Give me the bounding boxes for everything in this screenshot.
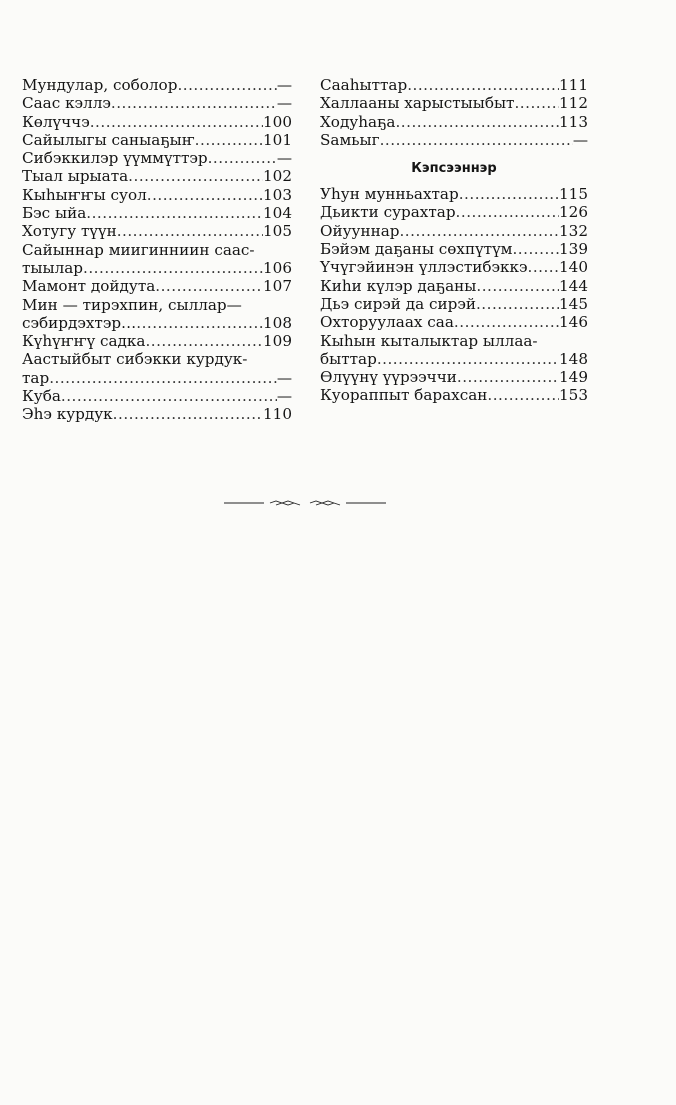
page-number: 107	[263, 277, 292, 296]
page-number: 102	[263, 167, 292, 186]
page-number: —	[276, 368, 292, 387]
toc-entry-title: Ойууннар	[320, 221, 400, 240]
dot-leader	[128, 167, 263, 185]
page-number: 111	[559, 76, 588, 94]
dot-leader	[117, 222, 263, 240]
dot-leader	[147, 186, 263, 204]
toc-entry-title: Киһи күлэр даҕаны	[320, 276, 477, 295]
toc-entry-title: Дьэ сирэй да сирэй	[320, 294, 476, 313]
page-number: 145	[559, 294, 588, 313]
dot-leader	[83, 259, 263, 277]
toc-right-column	[320, 76, 588, 405]
toc-entry	[320, 332, 588, 369]
page-number: 144	[559, 276, 588, 295]
dot-leader	[459, 185, 559, 203]
toc-entry-title: Охторуулаах саа	[320, 313, 454, 332]
toc-entry-title: Тыал ырыата	[22, 167, 129, 186]
page-number: 126	[559, 203, 588, 222]
dot-leader	[136, 314, 263, 332]
toc-entry	[320, 131, 588, 149]
toc-entry-title: тыылар	[22, 258, 84, 277]
toc-entry	[320, 94, 588, 112]
toc-entry	[320, 368, 588, 386]
dot-leader	[399, 222, 559, 240]
dot-leader	[457, 368, 559, 386]
toc-entry	[22, 387, 292, 405]
page-number: 115	[559, 185, 588, 204]
toc-entry-title-line: Сайыннар миигинниин саас-	[22, 240, 255, 259]
toc-entry	[22, 131, 292, 149]
toc-entry	[22, 405, 292, 423]
page-number: 104	[263, 204, 292, 223]
toc-entry-title-line: Кыһын кыталыктар ыллаа-	[320, 331, 538, 350]
page-number: 100	[263, 112, 292, 131]
toc-entry	[320, 313, 588, 331]
toc-entry	[22, 222, 292, 240]
dot-leader	[155, 277, 263, 295]
toc-entry	[22, 113, 292, 131]
toc-entry	[22, 277, 292, 295]
toc-entry-title: Хотугу түүн	[22, 222, 117, 241]
page-number: 132	[559, 221, 588, 240]
toc-entry	[320, 240, 588, 258]
toc-entry	[320, 222, 588, 240]
dot-leader	[177, 76, 276, 94]
toc-entry	[22, 350, 292, 387]
toc-entry-title: сэбирдэхтэр…	[22, 313, 137, 332]
page-number: 139	[559, 240, 588, 259]
dot-leader	[61, 387, 277, 405]
toc-entry	[22, 241, 292, 278]
page-number: 146	[559, 313, 588, 332]
toc-entry	[22, 94, 292, 112]
dot-leader	[111, 94, 277, 112]
toc-right-top-group	[320, 76, 588, 149]
page-number: 113	[559, 112, 588, 131]
toc-entry-title: Күһүҥҥү садка	[22, 332, 146, 351]
dot-leader	[514, 94, 559, 112]
dot-leader	[49, 369, 277, 387]
toc-entry-title: Куба	[22, 387, 61, 406]
toc-entry-title: Өлүүнү үүрээччи	[320, 368, 457, 387]
toc-entry-title: Сибэккилэр үүммүттэр	[22, 149, 208, 168]
toc-entry-title: Бэс ыйа	[22, 204, 87, 223]
toc-entry	[320, 113, 588, 131]
dot-leader	[395, 113, 559, 131]
page-number: 108	[263, 313, 292, 332]
toc-entry	[22, 76, 292, 94]
toc-entry	[320, 185, 588, 203]
dot-leader	[113, 405, 263, 423]
dot-leader	[195, 131, 263, 149]
toc-entry-title: Халлааны харыстыыбыт	[320, 94, 515, 113]
page-number: 148	[559, 349, 588, 368]
dot-leader	[456, 203, 559, 221]
page-number: 105	[263, 222, 292, 241]
toc-entry-title: Мундулар, соболор	[22, 76, 178, 94]
toc-entry	[22, 204, 292, 222]
section-heading: Кэпсээннэр	[411, 161, 497, 177]
toc-entry-title-line: Аастыйбыт сибэкки курдук-	[22, 350, 248, 369]
dot-leader	[476, 277, 559, 295]
toc-entry	[22, 296, 292, 333]
toc-entry	[320, 203, 588, 221]
dot-leader	[208, 149, 277, 167]
toc-entry	[320, 386, 588, 404]
dot-leader	[377, 350, 559, 368]
toc-entry-title: Ходуһаҕа	[320, 112, 396, 131]
toc-entry	[320, 76, 588, 94]
page-number: 109	[263, 332, 292, 351]
page-number: 112	[559, 94, 588, 113]
page-number: 103	[263, 185, 292, 204]
toc-entry-title: Sамьыг	[320, 130, 380, 149]
toc-entry-title: Мамонт дойдута	[22, 277, 156, 296]
toc-entry	[320, 295, 588, 313]
dot-leader	[380, 131, 573, 149]
dot-leader	[528, 258, 560, 276]
ornament-divider-icon	[224, 496, 386, 510]
page-number: —	[276, 76, 292, 94]
toc-right-bottom-group	[320, 185, 588, 405]
dot-leader	[145, 332, 263, 350]
dot-leader	[487, 386, 559, 404]
page-number: 153	[559, 386, 588, 405]
toc-entry-title: Сааһыттар	[320, 76, 408, 94]
toc-left-column	[22, 76, 292, 424]
page-number: 110	[263, 405, 292, 424]
dot-leader	[512, 240, 559, 258]
page-number: 149	[559, 368, 588, 387]
dot-leader	[90, 113, 263, 131]
toc-entry-title: тар	[22, 368, 50, 387]
toc-entry-title: Сайылыгы саныаҕыҥ	[22, 130, 195, 149]
toc-entry	[22, 332, 292, 350]
dot-leader	[86, 204, 263, 222]
page-number: —	[276, 149, 292, 168]
toc-entry-title: Дьикти сурахтар	[320, 203, 456, 222]
page-number: —	[276, 387, 292, 406]
page-number: 140	[559, 258, 588, 277]
page-number: 101	[263, 130, 292, 149]
toc-entry-title: Көлүччэ	[22, 112, 90, 131]
toc-entry-title: Уһун мунньахтар	[320, 185, 459, 204]
toc-entry	[22, 186, 292, 204]
toc-entry	[22, 167, 292, 185]
toc-entry-title: Куораппыт барахсан	[320, 386, 488, 405]
toc-entry	[320, 258, 588, 276]
toc-entry-title: Үчүгэйинэн үллэстибэккэ	[320, 258, 528, 277]
dot-leader	[476, 295, 559, 313]
toc-entry-title: Бэйэм даҕаны сөхпүтүм	[320, 240, 513, 259]
toc-entry-title: Эһэ курдук	[22, 405, 113, 424]
toc-entry	[22, 149, 292, 167]
dot-leader	[407, 76, 559, 94]
page-number: 106	[263, 258, 292, 277]
page-number: —	[572, 130, 588, 149]
toc-entry-title: Саас кэллэ	[22, 94, 111, 113]
toc-entry-title: быттар	[320, 349, 377, 368]
dot-leader	[454, 313, 559, 331]
toc-entry-title-line: Мин — тирэхпин, сыллар—	[22, 295, 242, 314]
toc-entry-title: Кыһыҥҥы суол	[22, 185, 147, 204]
toc-entry	[320, 277, 588, 295]
page-number: —	[276, 94, 292, 113]
